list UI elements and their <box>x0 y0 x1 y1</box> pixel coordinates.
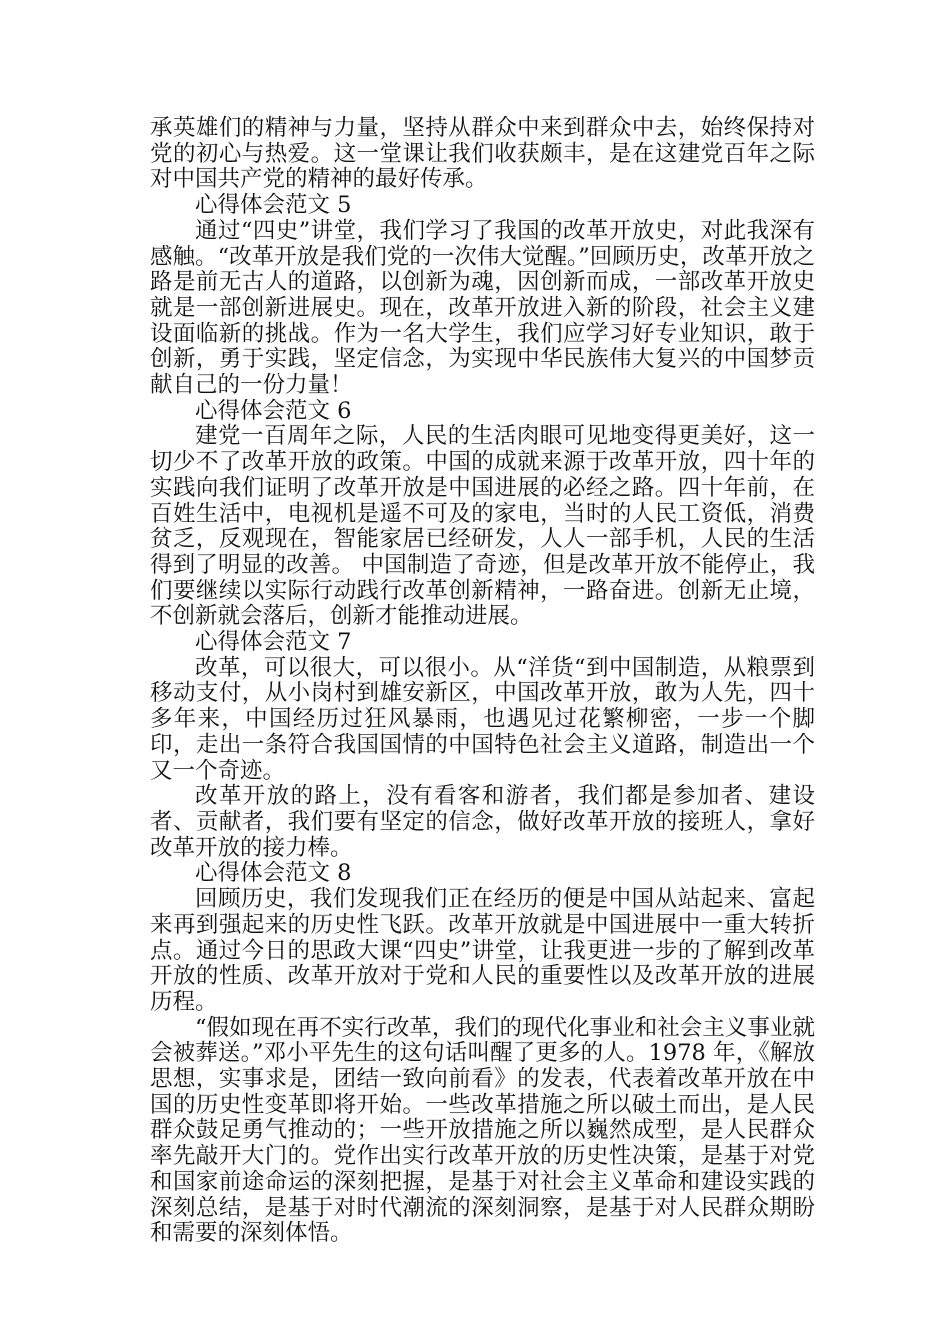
paragraph-essay-5: 通过“四史”讲堂，我们学习了我国的改革开放史，对此我深有感触。“改革开放是我们党的一次伟大觉醒。”回顾历史，改革开放之路是前无古人的道路，以创新为魂，因创新而成，一部改革开放史就是一部创新进展史。现在，改革开放进入新的阶段，社会主义建设面临新的挑战。作为一名大学生，我们应学习好专业知识，敢于创新，勇于实践，坚定信念，为实现中华民族伟大复兴的中国梦贡献自己的一份力量！ <box>150 217 815 399</box>
section-heading-6: 心得体会范文 6 <box>195 397 352 424</box>
section-heading-8: 心得体会范文 8 <box>195 860 352 887</box>
document-page <box>150 116 815 1247</box>
section-heading-7: 心得体会范文 7 <box>195 629 352 656</box>
paragraph-continuation: 承英雄们的精神与力量，坚持从群众中来到群众中去，始终保持对党的初心与热爱。这一堂课让我们收获颇丰，是在这建党百年之际对中国共产党的精神的最好传承。 <box>150 115 815 193</box>
section-heading-5: 心得体会范文 5 <box>195 192 352 219</box>
paragraph-essay-6: 建党一百周年之际，人民的生活肉眼可见地变得更美好，这一切少不了改革开放的政策。中国的成就来源于改革开放，四十年的实践向我们证明了改革开放是中国进展的必经之路。四十年前，在百姓生活中，电视机是遥不可及的家电，当时的人民工资低，消费贫乏，反观现在，智能家居已经研发，人人一部手机，人民的生活得到了明显的改善。 中国制造了奇迹，但是改革开放不能停止，我们要继续以实际行动践行改革创新精神，一路奋进。创新无止境，不创新就会落后，创新才能推动进展。 <box>150 423 815 630</box>
paragraph-essay-8-part-2: “假如现在再不实行改革，我们的现代化事业和社会主义事业就会被葬送。”邓小平先生的这句话叫醒了更多的人。1978 年，《解放思想，实事求是，团结一致向前看》的发表，代表着改革开放在中国的历史性变革即将开始。一些改革措施之所以破土而出，是人民群众鼓足勇气推动的；一些开放措施之所以巍然成型，是人民群众率先敲开大门的。党作出实行改革开放的历史性决策，是基于对党和国家前途命运的深刻把握，是基于对社会主义革命和建设实践的深刻总结，是基于对时代潮流的深刻洞察，是基于对人民群众期盼和需要的深刻体悟。 <box>150 1014 815 1247</box>
paragraph-essay-7-part-1: 改革，可以很大，可以很小。从“洋货“到中国制造，从粮票到移动支付，从小岗村到雄安新区，中国改革开放，敢为人先，四十多年来，中国经历过狂风暴雨，也遇见过花繁柳密，一步一个脚印，走出一条符合我国国情的中国特色社会主义道路，制造出一个又一个奇迹。 <box>150 654 815 784</box>
paragraph-essay-8-part-1: 回顾历史，我们发现我们正在经历的便是中国从站起来、富起来再到强起来的历史性飞跃。改革开放就是中国进展中一重大转折点。通过今日的思政大课“四史”讲堂，让我更进一步的了解到改革开放的性质、改革开放对于党和人民的重要性以及改革开放的进展历程。 <box>150 886 815 1015</box>
paragraph-essay-7-part-2: 改革开放的路上，没有看客和游者，我们都是参加者、建设者、贡献者，我们要有坚定的信念，做好改革开放的接班人，拿好改革开放的接力棒。 <box>150 783 815 861</box>
